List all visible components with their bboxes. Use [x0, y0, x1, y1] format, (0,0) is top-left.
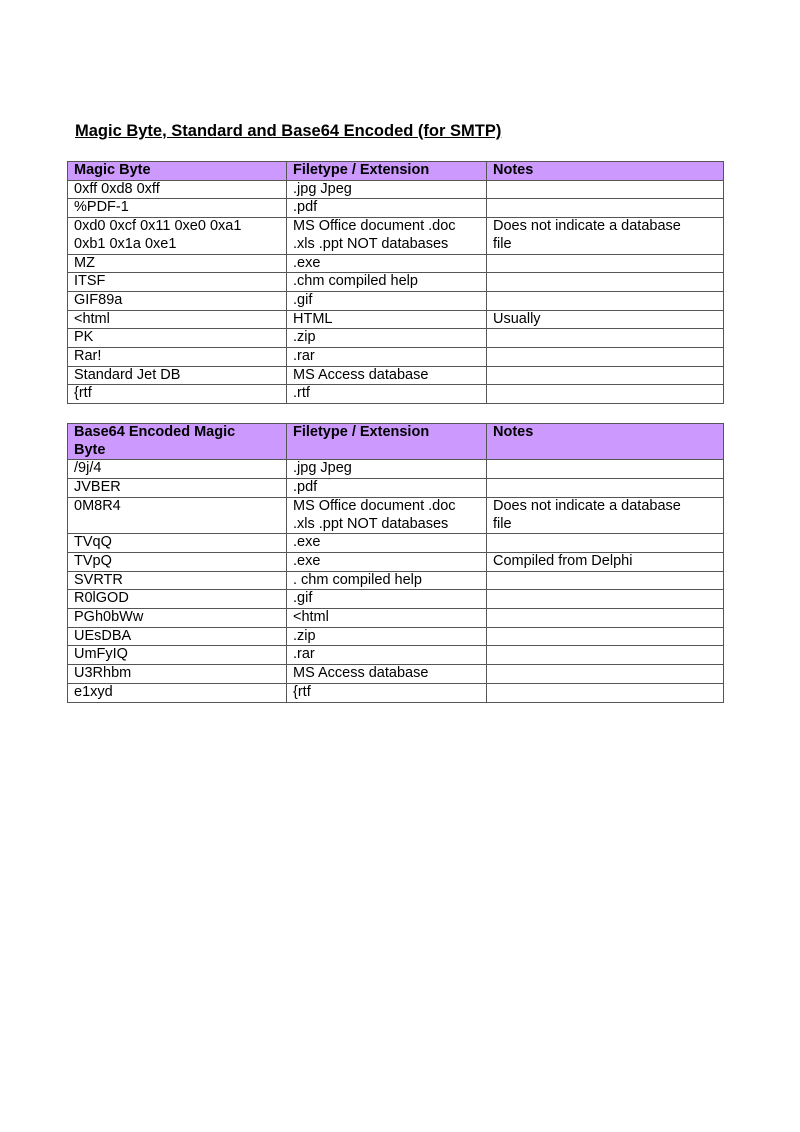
- cell-text: Compiled from Delphi: [493, 552, 633, 569]
- magic-byte-cell: [68, 199, 287, 218]
- cell-text: ITSF: [74, 273, 106, 290]
- filetype-cell: [287, 609, 487, 628]
- notes-cell: [487, 291, 724, 310]
- cell-text: U3Rhbm: [74, 665, 132, 682]
- table-row: [68, 460, 724, 479]
- cell-text: 0xd0 0xcf 0x11 0xe0 0xa1 0xb1 0x1a 0xe1: [74, 218, 242, 252]
- magic-byte-cell: [68, 291, 287, 310]
- page-title: Magic Byte, Standard and Base64 Encoded (for SMTP): [75, 122, 502, 140]
- cell-text: UEsDBA: [74, 627, 132, 644]
- header-label: Magic Byte: [74, 162, 151, 178]
- magic-byte-cell: [68, 329, 287, 348]
- filetype-cell: [287, 497, 487, 533]
- magic-byte-cell: [68, 218, 287, 254]
- cell-text: MS Office document .doc .xls .ppt NOT databases: [293, 497, 456, 532]
- filetype-cell: [287, 552, 487, 571]
- cell-text: .exe: [293, 552, 321, 569]
- filetype-cell: [287, 348, 487, 367]
- column-header-filetype: [287, 424, 487, 460]
- notes-cell: [487, 497, 724, 533]
- notes-cell: [487, 199, 724, 218]
- cell-text: <html: [74, 310, 110, 327]
- notes-cell: [487, 460, 724, 479]
- notes-cell: [487, 254, 724, 273]
- table-row: [68, 180, 724, 199]
- column-header-filetype: [287, 162, 487, 181]
- magic-byte-cell: [68, 552, 287, 571]
- cell-text: .pdf: [293, 479, 318, 496]
- table-row: [68, 627, 724, 646]
- filetype-cell: [287, 366, 487, 385]
- table-row: [68, 273, 724, 292]
- base64-magic-byte-table: [67, 423, 724, 703]
- magic-byte-cell: [68, 627, 287, 646]
- cell-text: Does not indicate a database file: [493, 218, 681, 252]
- notes-cell: [487, 310, 724, 329]
- cell-text: <html: [293, 609, 329, 626]
- cell-text: MZ: [74, 254, 95, 271]
- cell-text: 0M8R4: [74, 497, 121, 514]
- filetype-cell: [287, 646, 487, 665]
- cell-text: .exe: [293, 534, 321, 551]
- notes-cell: [487, 627, 724, 646]
- table-row: [68, 646, 724, 665]
- cell-text: {rtf: [74, 385, 92, 402]
- cell-text: %PDF-1: [74, 199, 129, 216]
- column-header-notes: [487, 424, 724, 460]
- cell-text: JVBER: [74, 479, 121, 496]
- filetype-cell: [287, 180, 487, 199]
- notes-cell: [487, 590, 724, 609]
- table-row: [68, 479, 724, 498]
- table-row: [68, 199, 724, 218]
- cell-text: HTML: [293, 310, 333, 327]
- cell-text: /9j/4: [74, 460, 102, 477]
- notes-cell: [487, 665, 724, 684]
- cell-text: .rar: [293, 348, 315, 365]
- table-row: [68, 497, 724, 533]
- magic-byte-cell: [68, 460, 287, 479]
- magic-byte-cell: [68, 479, 287, 498]
- filetype-cell: [287, 590, 487, 609]
- filetype-cell: [287, 627, 487, 646]
- notes-cell: [487, 218, 724, 254]
- cell-text: .gif: [293, 590, 313, 607]
- table-row: [68, 348, 724, 367]
- magic-byte-cell: [68, 273, 287, 292]
- magic-byte-cell: [68, 366, 287, 385]
- table-row: [68, 254, 724, 273]
- table-row: [68, 590, 724, 609]
- cell-text: PGh0bWw: [74, 609, 144, 626]
- filetype-cell: [287, 254, 487, 273]
- table-row: [68, 366, 724, 385]
- cell-text: .gif: [293, 291, 313, 308]
- magic-byte-cell: [68, 683, 287, 702]
- filetype-cell: [287, 273, 487, 292]
- magic-byte-cell: [68, 385, 287, 404]
- filetype-cell: [287, 291, 487, 310]
- notes-cell: [487, 329, 724, 348]
- header-row: [68, 162, 724, 181]
- table-row: [68, 571, 724, 590]
- magic-byte-cell: [68, 254, 287, 273]
- magic-byte-cell: [68, 534, 287, 553]
- filetype-cell: [287, 310, 487, 329]
- header-label: Base64 Encoded Magic Byte: [74, 424, 236, 458]
- notes-cell: [487, 385, 724, 404]
- cell-text: 0xff 0xd8 0xff: [74, 180, 160, 197]
- column-header-magic-byte: [68, 424, 287, 460]
- header-label: Filetype / Extension: [293, 424, 430, 440]
- cell-text: e1xyd: [74, 683, 113, 700]
- table-row: [68, 665, 724, 684]
- notes-cell: [487, 366, 724, 385]
- notes-cell: [487, 180, 724, 199]
- table-row: [68, 291, 724, 310]
- table-row: [68, 552, 724, 571]
- magic-byte-cell: [68, 590, 287, 609]
- notes-cell: [487, 273, 724, 292]
- header-row: [68, 424, 724, 460]
- cell-text: SVRTR: [74, 571, 123, 588]
- table-row: [68, 329, 724, 348]
- notes-cell: [487, 683, 724, 702]
- column-header-magic-byte: [68, 162, 287, 181]
- notes-cell: [487, 571, 724, 590]
- table-row: [68, 385, 724, 404]
- table-row: [68, 218, 724, 254]
- magic-byte-table: [67, 161, 724, 404]
- cell-text: {rtf: [293, 683, 311, 700]
- cell-text: .exe: [293, 254, 321, 271]
- magic-byte-cell: [68, 646, 287, 665]
- filetype-cell: [287, 479, 487, 498]
- magic-byte-cell: [68, 348, 287, 367]
- magic-byte-cell: [68, 310, 287, 329]
- notes-cell: [487, 609, 724, 628]
- table-row: [68, 534, 724, 553]
- filetype-cell: [287, 534, 487, 553]
- cell-text: UmFyIQ: [74, 646, 128, 663]
- magic-byte-cell: [68, 180, 287, 199]
- cell-text: . chm compiled help: [293, 571, 422, 588]
- notes-cell: [487, 552, 724, 571]
- header-label: Notes: [493, 162, 534, 178]
- cell-text: .chm compiled help: [293, 273, 418, 290]
- cell-text: R0lGOD: [74, 590, 129, 607]
- cell-text: .rar: [293, 646, 315, 663]
- cell-text: Does not indicate a database file: [493, 497, 681, 532]
- header-label: Filetype / Extension: [293, 162, 430, 178]
- cell-text: .pdf: [293, 199, 318, 216]
- cell-text: Standard Jet DB: [74, 366, 181, 383]
- filetype-cell: [287, 218, 487, 254]
- filetype-cell: [287, 571, 487, 590]
- header-label: Notes: [493, 424, 534, 440]
- filetype-cell: [287, 329, 487, 348]
- filetype-cell: [287, 665, 487, 684]
- table-row: [68, 310, 724, 329]
- notes-cell: [487, 534, 724, 553]
- magic-byte-cell: [68, 497, 287, 533]
- table-row: [68, 609, 724, 628]
- cell-text: .rtf: [293, 385, 310, 402]
- filetype-cell: [287, 385, 487, 404]
- column-header-notes: [487, 162, 724, 181]
- notes-cell: [487, 479, 724, 498]
- cell-text: MS Access database: [293, 366, 429, 383]
- cell-text: TVqQ: [74, 534, 112, 551]
- cell-text: GIF89a: [74, 291, 123, 308]
- filetype-cell: [287, 199, 487, 218]
- cell-text: Rar!: [74, 348, 102, 365]
- cell-text: PK: [74, 329, 94, 346]
- cell-text: .jpg Jpeg: [293, 180, 352, 197]
- cell-text: .jpg Jpeg: [293, 460, 352, 477]
- magic-byte-cell: [68, 665, 287, 684]
- cell-text: .zip: [293, 329, 316, 346]
- cell-text: .zip: [293, 627, 316, 644]
- cell-text: Usually: [493, 310, 541, 327]
- filetype-cell: [287, 460, 487, 479]
- notes-cell: [487, 646, 724, 665]
- cell-text: MS Access database: [293, 665, 429, 682]
- notes-cell: [487, 348, 724, 367]
- magic-byte-cell: [68, 571, 287, 590]
- filetype-cell: [287, 683, 487, 702]
- table-row: [68, 683, 724, 702]
- cell-text: TVpQ: [74, 552, 112, 569]
- magic-byte-cell: [68, 609, 287, 628]
- cell-text: MS Office document .doc .xls .ppt NOT databases: [293, 218, 456, 252]
